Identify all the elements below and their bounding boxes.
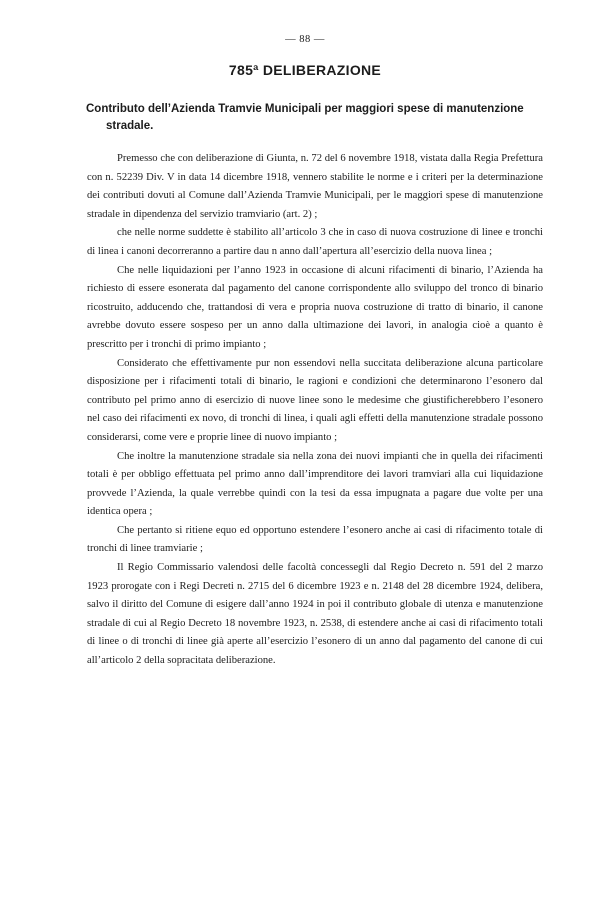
paragraph-delibera: Il Regio Commissario valendosi delle facoltà concessegli dal Regio Decreto n. 591 del 2 marzo 1923 prorogate con i Regi Decreti n. 2715 del 6 dicembre 1923 e n. 2148 del 28 dicembre 1924, delibera, salvo il diritto del Comune di esigere dall’anno 1924 in poi il contributo globale di utenza e manutenzione stradale di cui al Regio Decreto 18 novembre 1923, n. 2538, di estendere anche ai casi di rifacimento totali di linee o di tronchi di linee già aperte all’esercizio l’esonero di un anno dal pagamento del canone di cui all’articolo 2 della sopracitata deliberazione.: [87, 562, 543, 667]
paragraph-considerato: Considerato che effettivamente pur non essendovi nella succitata deliberazione alcuna particolare disposizione per i rifacimenti totali di binario, le ragioni e condizioni che determinarono l’esonero dal contributo pel primo anno di esercizio di nuove linee sono le medesime che giustificherebbero l’esonero nel caso dei rifacimenti ex novo, di tronchi di linea, i quali agli effetti della manutenzione stradale possono considerarsi, come vere e proprie linee di nuovo impianto ;: [87, 357, 543, 443]
deliberation-body: [87, 150, 543, 671]
subject-line-2: stradale.: [106, 120, 154, 132]
paragraph-liquidazioni: Che nelle liquidazioni per l’anno 1923 in occasione di alcuni rifacimenti di binario, l’Azienda ha richiesto di essere esonerata dal pagamento del canone corrispondente allo sviluppo del tronco di binario ricostruito, adducendo che, trattandosi di vera e propria nuova costruzione di tratto di binario, il canone avrebbe dovuto essere sospeso per un anno dalla ultimazione dei lavori, in analogia cioè a quanto è prescritto per i tronchi di primo impianto ;: [87, 264, 543, 350]
subject-line-1: Contributo dell’Azienda Tramvie Municipali per maggiori spese di manutenzione: [86, 103, 524, 115]
subject-heading: [88, 101, 540, 135]
paragraph-premesso: Premesso che con deliberazione di Giunta, n. 72 del 6 novembre 1918, vistata dalla Regia Prefettura con n. 52239 Div. V in data 14 dicembre 1918, vennero stabilite le norme e i criteri per la determinazione dei contributi dovuti al Comune dall’Azienda Tramvie Municipali, per le maggiori spese di manutenzione stradale in dipendenza del servizio tramviario (art. 2) ;: [87, 153, 543, 220]
paragraph-norme: che nelle norme suddette è stabilito all’articolo 3 che in caso di nuova costruzione di linee e tronchi di linea i canoni decorreranno a partire dau n anno dall’apertura all’esercizio della nuova linea ;: [87, 227, 543, 257]
paragraph-esonero: Che pertanto si ritiene equo ed opportuno estendere l’esonero anche ai casi di rifacimento totale di tronchi di linee tramviarie ;: [87, 524, 543, 555]
paragraph-manutenzione: Che inoltre la manutenzione stradale sia nella zona dei nuovi impianti che in quella dei rifacimenti totali è per obbligo effettuata pel primo anno dall’imprenditore dei lavori tramviari alla cui liquidazione provvede l’Azienda, la quale verrebbe quindi con la tesi da essa impugnata a pagare due volte per una identica opera ;: [87, 450, 543, 518]
page-number: — 88 —: [285, 34, 325, 45]
document-title: 785ª DELIBERAZIONE: [228, 62, 382, 78]
